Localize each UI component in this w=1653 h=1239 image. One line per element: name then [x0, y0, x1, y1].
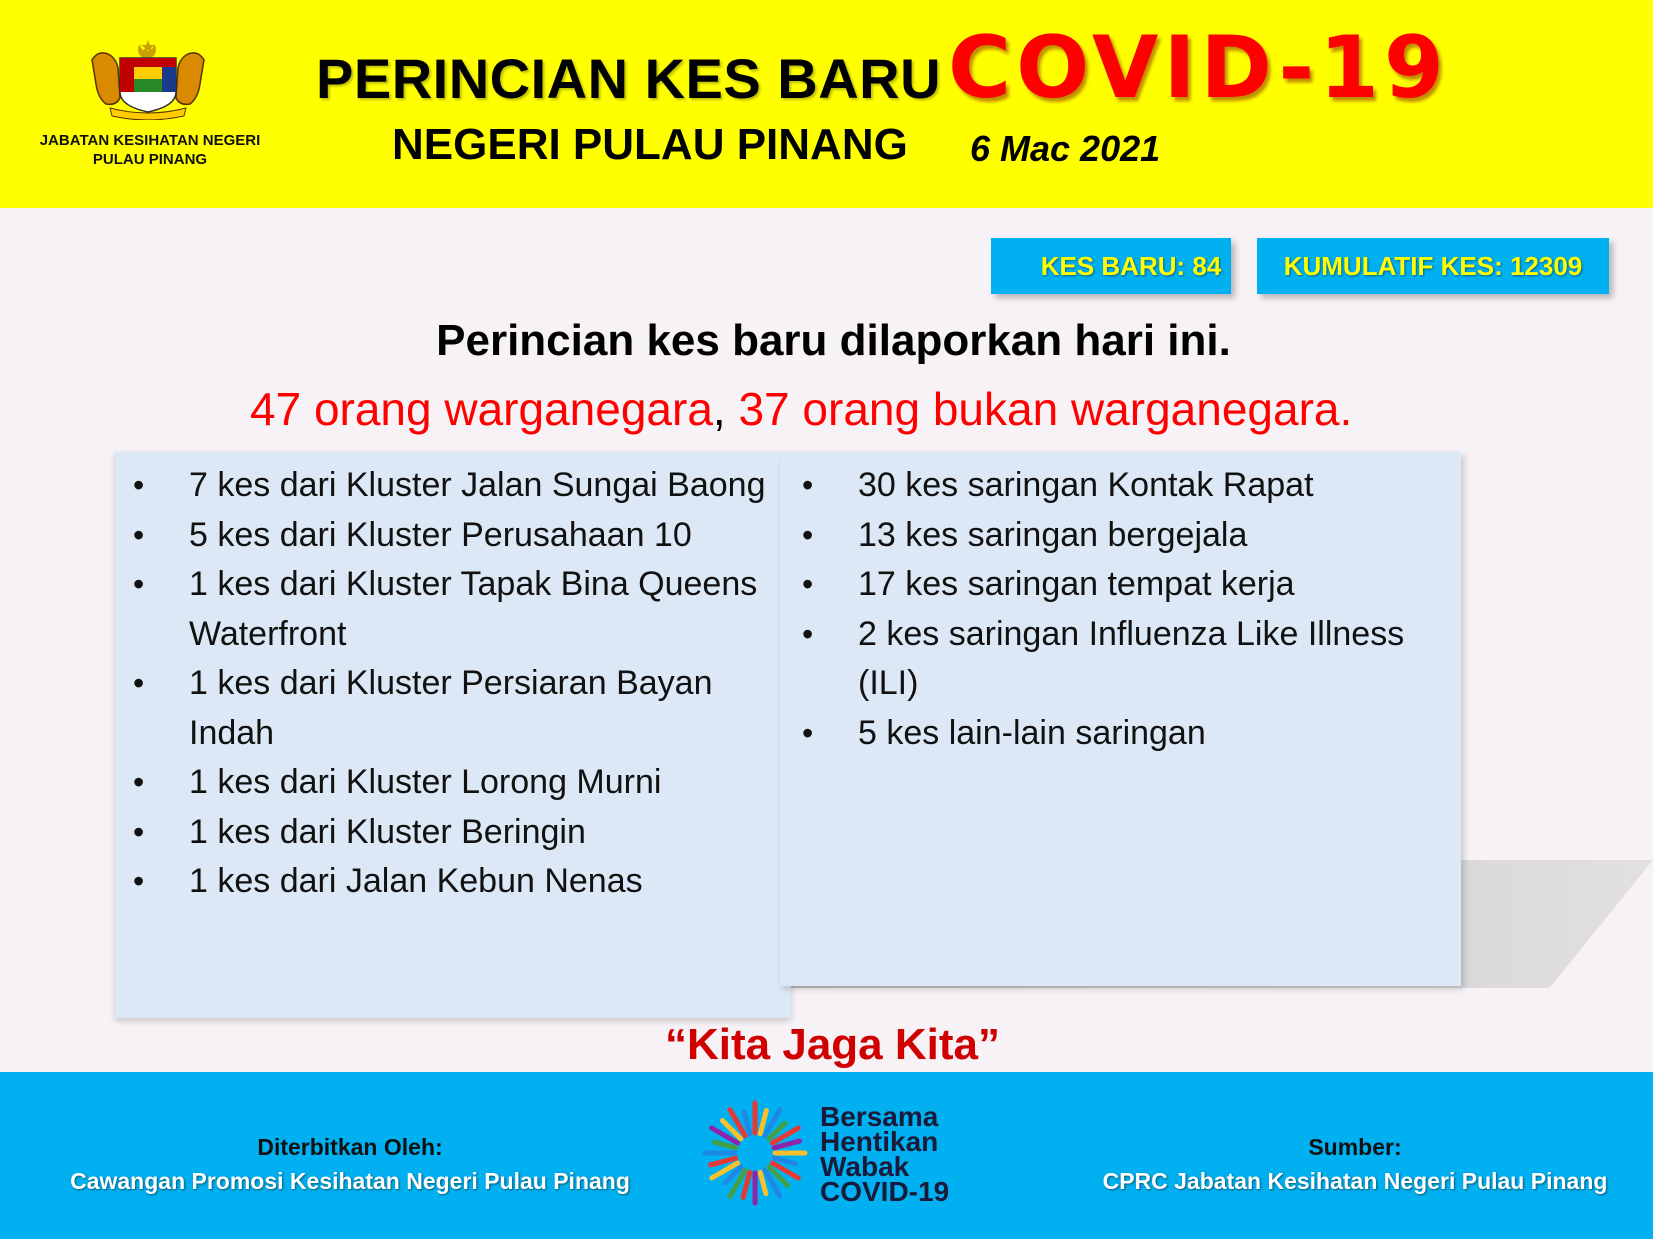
- publisher-label: Diterbitkan Oleh:: [257, 1134, 443, 1160]
- covid-title: COVID-19: [948, 18, 1449, 118]
- department-name: [20, 131, 280, 169]
- campaign-line4: COVID-19: [820, 1176, 950, 1207]
- cluster-list: [133, 461, 773, 907]
- new-cases-badge: KES BARU: 84: [991, 238, 1231, 294]
- state-title: NEGERI PULAU PINANG: [392, 120, 908, 169]
- details-heading: Perincian kes baru dilaporkan hari ini.: [436, 316, 1231, 365]
- nationality-breakdown: [250, 382, 1352, 436]
- list-item: • 2 kes saringan Influenza Like Illness (ILI): [802, 610, 1452, 709]
- campaign-line2: Hentikan: [820, 1126, 939, 1157]
- source-value: CPRC Jabatan Kesihatan Negeri Pulau Pinang: [1102, 1168, 1608, 1194]
- list-item: • 5 kes lain-lain saringan: [802, 709, 1452, 759]
- breakdown-end-mark: .: [1339, 383, 1353, 435]
- list-item: • 7 kes dari Kluster Jalan Sungai Baong: [133, 461, 773, 511]
- list-item: • 1 kes dari Kluster Beringin: [133, 808, 773, 858]
- page-title: PERINCIAN KES BARU: [316, 47, 942, 110]
- campaign-line3: Wabak: [820, 1151, 910, 1182]
- campaign-wordmark: [820, 1101, 950, 1207]
- list-item: • 1 kes dari Kluster Persiaran Bayan Indah: [133, 659, 773, 758]
- department-name-line1: JABATAN KESIHATAN NEGERI: [39, 132, 261, 149]
- breakdown-separator: ,: [712, 383, 726, 435]
- cumulative-cases-badge: KUMULATIF KES: 12309: [1257, 238, 1609, 294]
- screening-list: [802, 461, 1452, 758]
- report-date: 6 Mac 2021: [970, 128, 1161, 169]
- burst-ring-logo-icon: [700, 1098, 810, 1208]
- list-item: • 1 kes dari Kluster Tapak Bina Queens Waterfront: [133, 560, 773, 659]
- list-item: • 5 kes dari Kluster Perusahaan 10: [133, 511, 773, 561]
- publisher-info: [40, 1130, 660, 1198]
- non-citizens-count: 37 orang bukan warganegara: [738, 383, 1340, 435]
- list-item: • 1 kes dari Jalan Kebun Nenas: [133, 857, 773, 907]
- publisher-value: Cawangan Promosi Kesihatan Negeri Pulau Pinang: [70, 1168, 630, 1194]
- list-item: • 17 kes saringan tempat kerja: [802, 560, 1452, 610]
- list-item: • 13 kes saringan bergejala: [802, 511, 1452, 561]
- slogan: “Kita Jaga Kita”: [665, 1020, 1000, 1069]
- list-item: • 1 kes dari Kluster Lorong Murni: [133, 758, 773, 808]
- department-name-line2: PULAU PINANG: [92, 151, 208, 168]
- source-info: [1085, 1130, 1625, 1198]
- source-label: Sumber:: [1308, 1134, 1402, 1160]
- list-item: • 30 kes saringan Kontak Rapat: [802, 461, 1452, 511]
- malaysia-coat-of-arms-icon: [88, 38, 208, 120]
- campaign-line1: Bersama: [820, 1101, 939, 1132]
- citizens-count: 47 orang warganegara: [250, 383, 713, 435]
